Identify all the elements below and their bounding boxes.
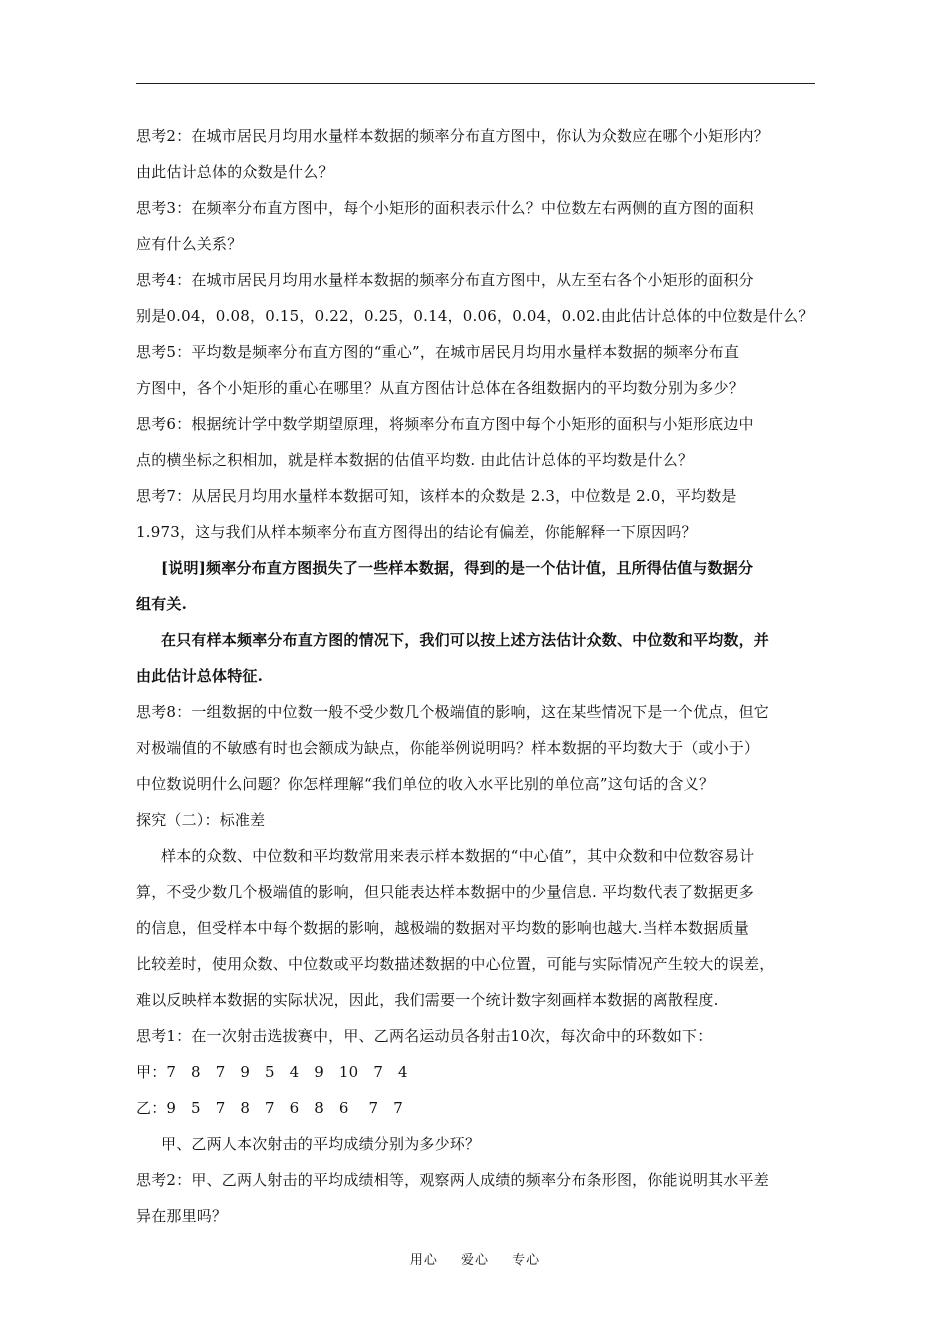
note-line: 由此估计总体特征. <box>136 667 264 685</box>
text-line: 别是0.04，0.08，0.15，0.22，0.25，0.14，0.06，0.04，0.02.由此估计总体的中位数是什么？ <box>136 307 814 325</box>
footer-text: 爱心 <box>460 1253 489 1268</box>
text-line: 思考2：甲、乙两人射击的平均成绩相等，观察两人成绩的频率分布条形图，你能说明其水平差 <box>136 1171 769 1189</box>
text-line: 思考8：一组数据的中位数一般不受少数几个极端值的影响，这在某些情况下是一个优点，但它 <box>136 703 769 721</box>
text-line: 思考4：在城市居民月均用水量样本数据的频率分布直方图中，从左至右各个小矩形的面积分 <box>136 271 754 289</box>
text-line: 方图中，各个小矩形的重心在哪里？从直方图估计总体在各组数据内的平均数分别为多少？ <box>136 379 745 397</box>
page-footer <box>0 1249 950 1268</box>
text-line: 算，不受少数几个极端值的影响，但只能表达样本数据中的少量信息. 平均数代表了数据更多 <box>136 883 754 901</box>
text-line: 甲、乙两人本次射击的平均成绩分别为多少环？ <box>161 1135 481 1153</box>
score-line-yi: 乙：9 5 7 8 7 6 8 6 7 7 <box>136 1099 403 1117</box>
text-line: 思考1：在一次射击选拔赛中，甲、乙两名运动员各射击10次，每次命中的环数如下： <box>136 1027 713 1045</box>
text-line: 思考7：从居民月均用水量样本数据可知，该样本的众数是 2.3，中位数是 2.0，平均数是 <box>136 487 737 505</box>
text-line: 比较差时，使用众数、中位数或平均数描述数据的中心位置，可能与实际情况产生较大的误差， <box>136 955 775 973</box>
text-line: 难以反映样本数据的实际状况，因此，我们需要一个统计数字刻画样本数据的离散程度. <box>136 991 719 1009</box>
text-line: 思考6：根据统计学中数学期望原理，将频率分布直方图中每个小矩形的面积与小矩形底边中 <box>136 415 754 433</box>
score-line-jia: 甲：7 8 7 9 5 4 9 10 7 4 <box>136 1063 408 1081</box>
text-line: 由此估计总体的众数是什么？ <box>136 163 334 181</box>
text-line: 异在那里吗？ <box>136 1207 228 1225</box>
document-body <box>136 118 826 1234</box>
note-line: [说明]频率分布直方图损失了一些样本数据，得到的是一个估计值，且所得估值与数据分 <box>161 559 754 577</box>
text-line: 的信息，但受样本中每个数据的影响，越极端的数据对平均数的影响也越大.当样本数据质量 <box>136 919 749 937</box>
footer-text: 专心 <box>512 1253 541 1268</box>
text-line: 样本的众数、中位数和平均数常用来表示样本数据的“中心值”，其中众数和中位数容易计 <box>161 847 755 865</box>
note-line: 在只有样本频率分布直方图的情况下，我们可以按上述方法估计众数、中位数和平均数，并 <box>161 631 770 649</box>
section-heading: 探究（二）：标准差 <box>136 811 266 829</box>
text-line: 应有什么关系？ <box>136 235 243 253</box>
text-line: 点的横坐标之积相加，就是样本数据的估值平均数. 由此估计总体的平均数是什么？ <box>136 451 694 469</box>
note-line: 组有关. <box>136 595 188 613</box>
text-line: 中位数说明什么问题？你怎样理解“我们单位的收入水平比别的单位高”这句话的含义？ <box>136 775 715 793</box>
text-line: 思考2：在城市居民月均用水量样本数据的频率分布直方图中，你认为众数应在哪个小矩形内？ <box>136 127 769 145</box>
text-line: 对极端值的不敏感有时也会额成为缺点，你能举例说明吗？样本数据的平均数大于（或小于） <box>136 739 760 757</box>
text-line: 1.973，这与我们从样本频率分布直方图得出的结论有偏差，你能解释一下原因吗？ <box>136 523 697 541</box>
text-line: 思考5：平均数是频率分布直方图的“重心”，在城市居民月均用水量样本数据的频率分布直 <box>136 343 740 361</box>
header-rule <box>136 83 815 84</box>
text-line: 思考3：在频率分布直方图中，每个小矩形的面积表示什么？中位数左右两侧的直方图的面积 <box>136 199 754 217</box>
footer-text: 用心 <box>409 1253 438 1268</box>
